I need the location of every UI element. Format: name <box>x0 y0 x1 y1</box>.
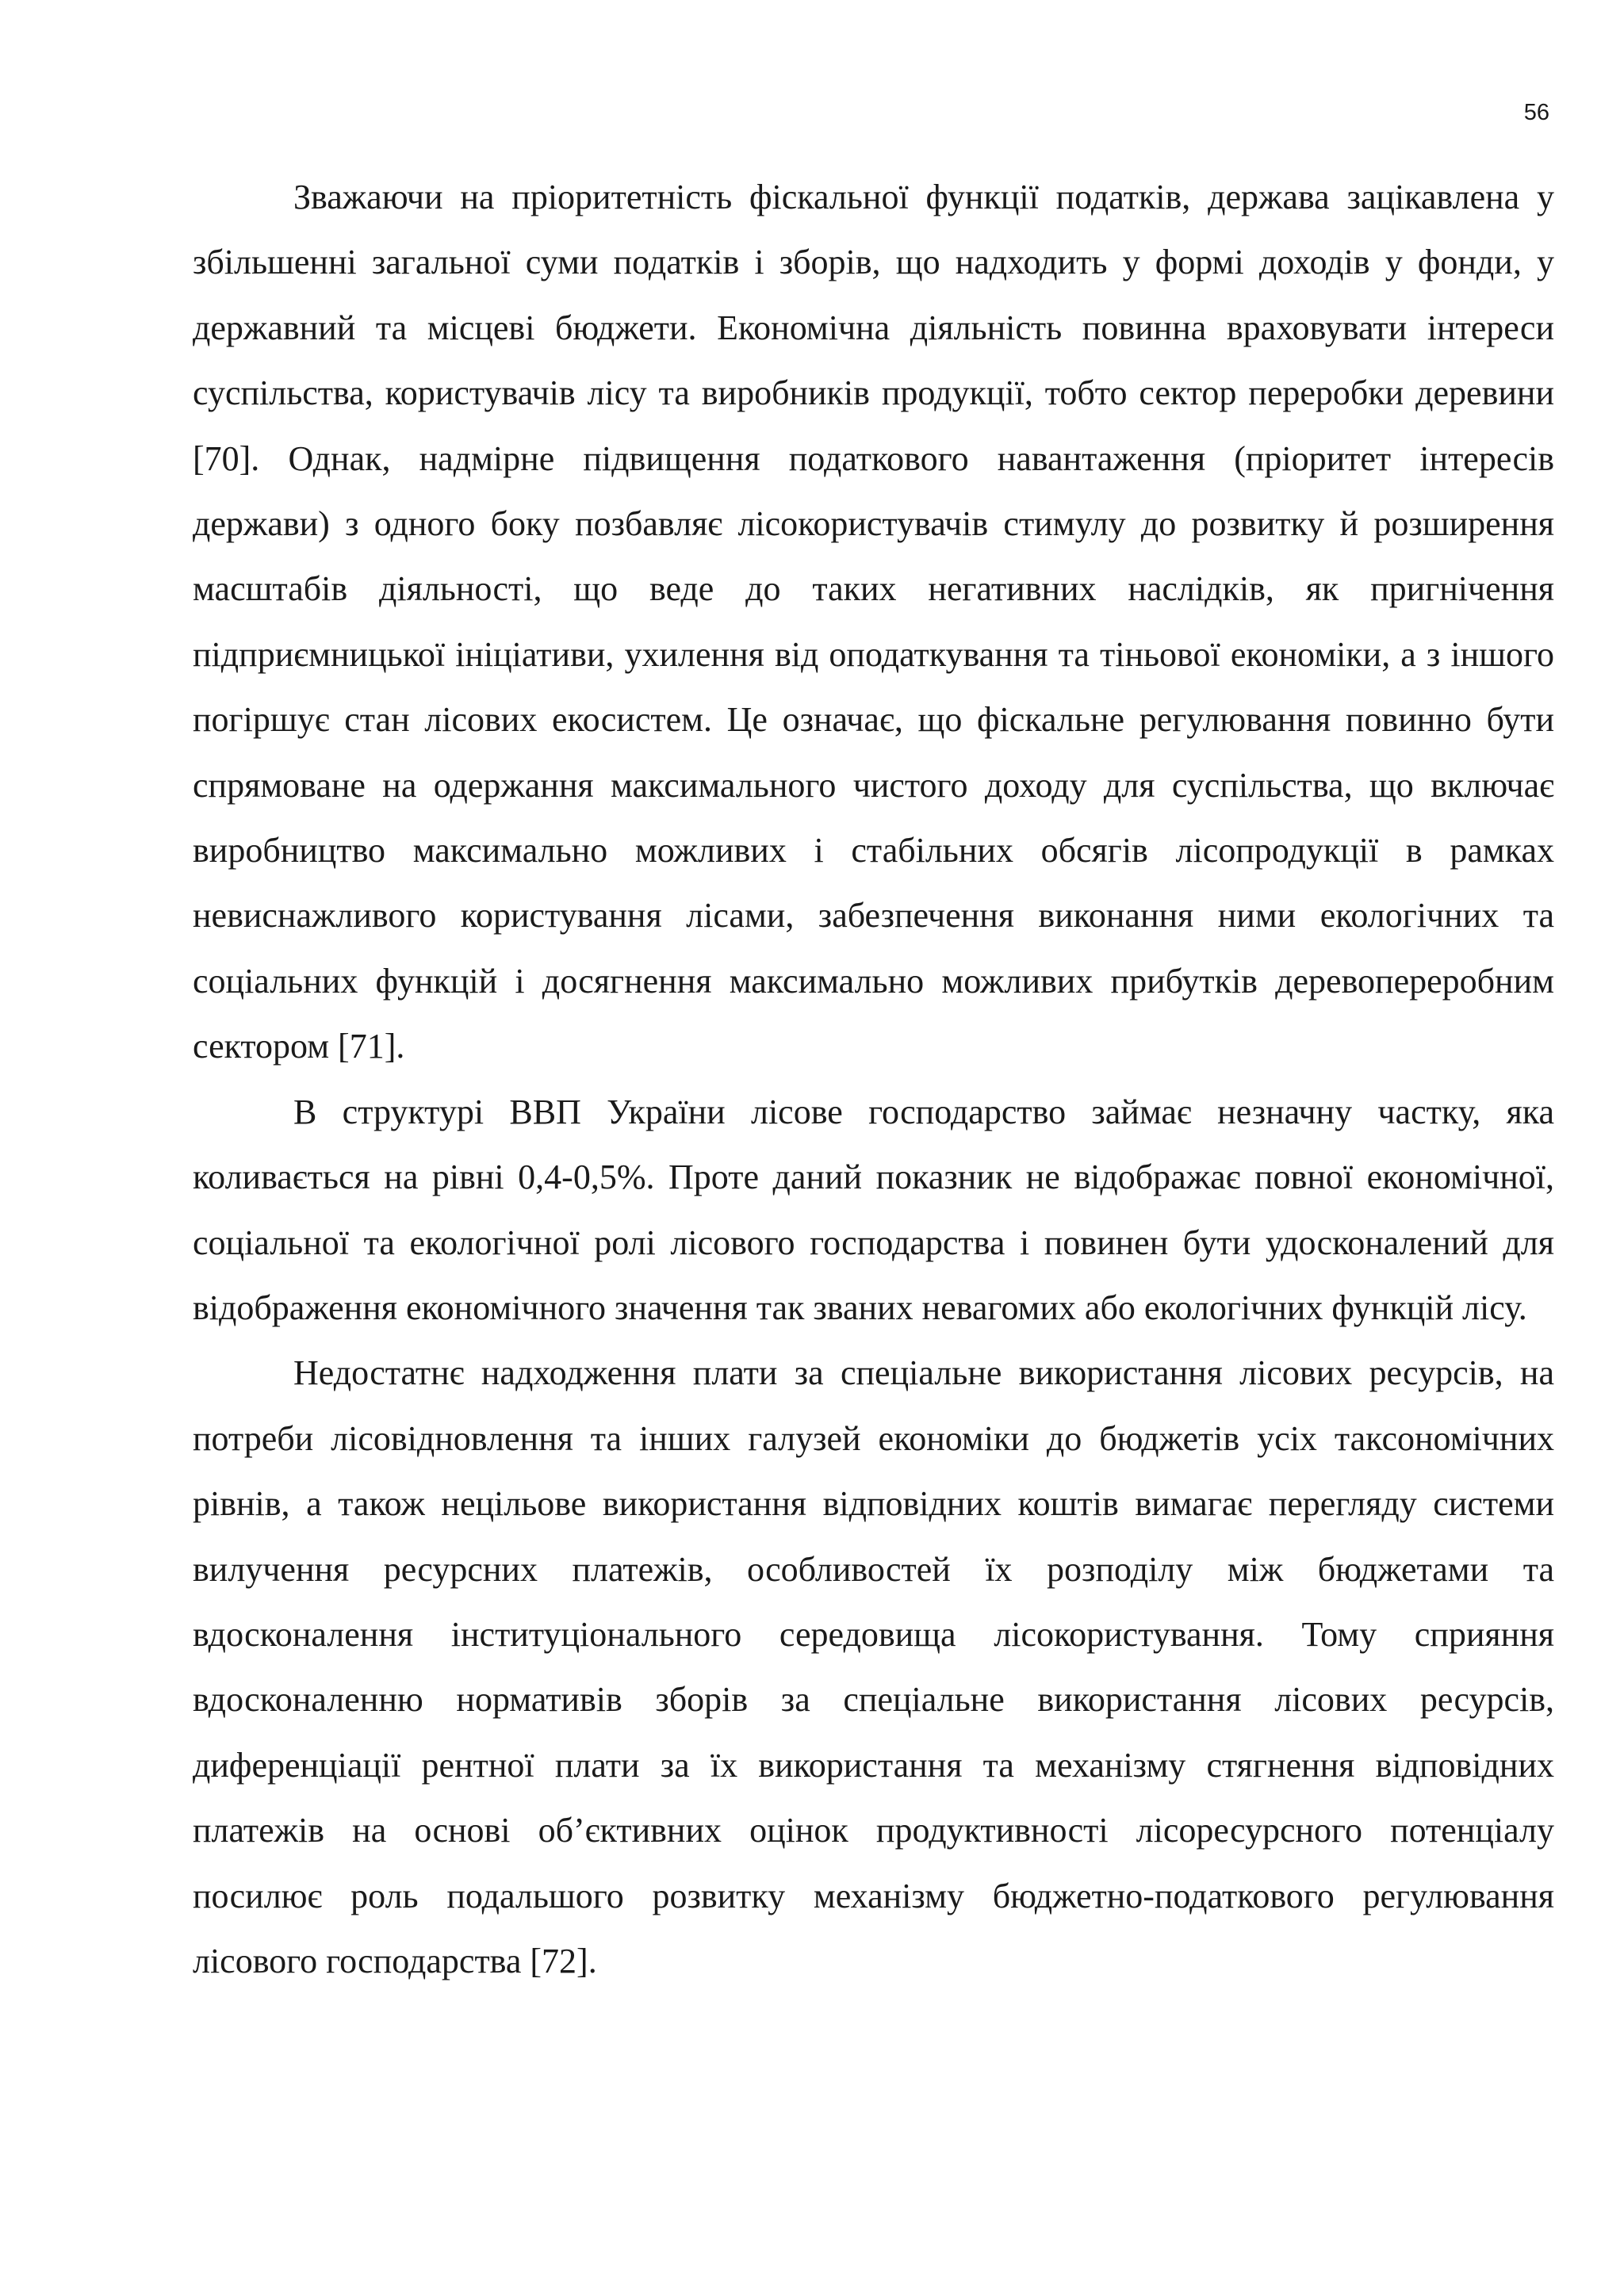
paragraph-gdp-structure: В структурі ВВП України лісове господарство займає незначну частку, яка коливається на рівні 0,4-0,5%. Проте даний показник не відображає повної економічної, соціальної та екологічної ролі лісового господарства і повинен бути удосконалений для відображення економічного значення так званих невагомих або екологічних функцій лісу. <box>193 1092 1554 1327</box>
paragraph-forest-payments: Недостатнє надходження плати за спеціальне використання лісових ресурсів, на потреби лісовідновлення та інших галузей економіки до бюджетів усіх таксономічних рівнів, а також нецільове використання відповідних коштів вимагає перегляду системи вилучення ресурсних платежів, особливостей їх розподілу між бюджетами та вдосконалення інституціонального середовища лісокористування. Тому сприяння вдосконаленню нормативів зборів за спеціальне використання лісових ресурсів, диференціації рентної плати за їх використання та механізму стягнення відповідних платежів на основі об’єктивних оцінок продуктивності лісоресурсного потенціалу посилює роль подальшого розвитку механізму бюджетно-податкового регулювання лісового господарства [72]. <box>193 1353 1554 1980</box>
paragraph-fiscal-function: Зважаючи на пріоритетність фіскальної функції податків, держава зацікавлена у збільшенні загальної суми податків і зборів, що надходить у формі доходів у фонди, у державний та місцеві бюджети. Економічна діяльність повинна враховувати інтереси суспільства, користувачів лісу та виробників продукції, тобто сектор переробки деревини [70]. Однак, надмірне підвищення податкового навантаження (пріоритет інтересів держави) з одного боку позбавляє лісокористувачів стимулу до розвитку й розширення масштабів діяльності, що веде до таких негативних наслідків, як пригнічення підприємницької ініціативи, ухилення від оподаткування та тіньової економіки, а з іншого погіршує стан лісових екосистем. Це означає, що фіскальне регулювання повинно бути спрямоване на одержання максимального чистого доходу для суспільства, що включає виробництво максимально можливих і стабільних обсягів лісопродукції в рамках невиснажливого користування лісами, забезпечення виконання ними екологічних та соціальних функцій і досягнення максимально можливих прибутків деревопереробним сектором [71]. <box>193 178 1554 1066</box>
page-number: 56 <box>1523 100 1549 125</box>
body-text <box>193 165 1554 1994</box>
